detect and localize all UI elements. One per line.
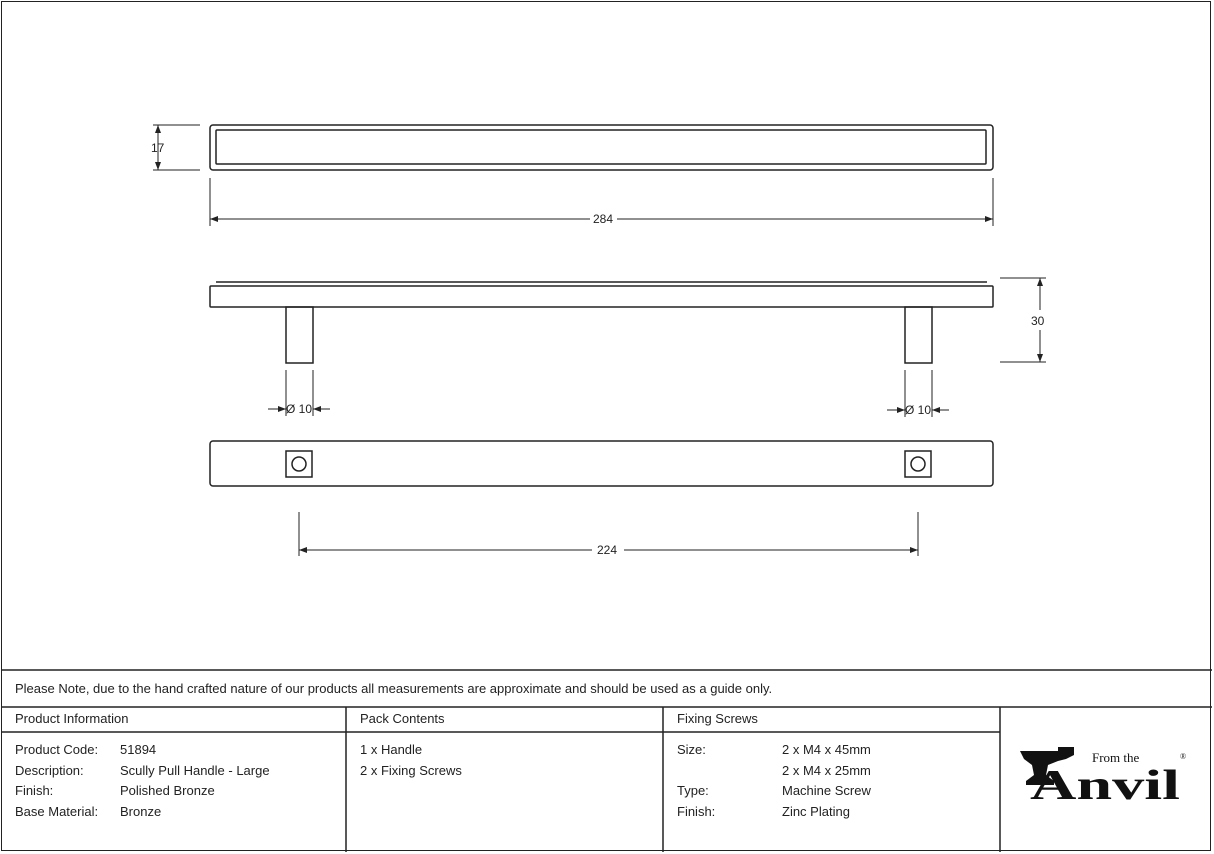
logo-big-text: Anvil [1030,763,1180,805]
dim-dia-right-label: Ø 10 [905,403,932,417]
size-label: Size: [677,742,706,757]
pack-item: 1 x Handle [360,742,423,757]
dim-dia-left-label: Ø 10 [286,402,313,416]
description-value: Scully Pull Handle - Large [120,763,270,778]
registered-mark: ® [1180,752,1187,761]
dim-height-top-label: 17 [151,141,165,155]
logo-small-text: From the [1092,750,1140,765]
bottom-view-bar [210,441,993,486]
description-label: Description: [15,763,84,778]
finish-label: Finish: [15,783,54,798]
base-material-label: Base Material: [15,804,99,819]
side-view-post-right [905,307,932,363]
type-value: Machine Screw [782,783,871,798]
fixing-screws-title: Fixing Screws [677,711,758,726]
base-material-value: Bronze [120,804,162,819]
screw-finish-value: Zinc Plating [782,804,850,819]
pack-item: 2 x Fixing Screws [360,763,462,778]
product-code-label: Product Code: [15,742,99,757]
product-info-title: Product Information [15,711,129,726]
side-view-post-left [286,307,313,363]
fixing-hole-right [905,451,931,477]
measurement-note: Please Note, due to the hand crafted nature of our products all measurements are approximate and should be used as a guide only. [15,681,773,696]
finish-value: Polished Bronze [120,783,215,798]
pack-contents-title: Pack Contents [360,711,445,726]
fixing-hole-left [286,451,312,477]
screw-finish-label: Finish: [677,804,716,819]
top-view [210,125,993,170]
side-view-bar [210,286,993,307]
side-view [210,282,993,363]
top-view-inner [216,130,986,164]
anvil-logo [1018,745,1193,805]
size-value-2: 2 x M4 x 25mm [782,763,871,778]
product-code-value: 51894 [120,742,157,757]
size-value: 2 x M4 x 45mm [782,742,871,757]
dim-width-top-label: 284 [593,212,614,226]
bottom-view [210,441,993,486]
type-label: Type: [677,783,709,798]
dim-height-side-label: 30 [1031,314,1045,328]
dim-centres-label: 224 [597,543,618,557]
